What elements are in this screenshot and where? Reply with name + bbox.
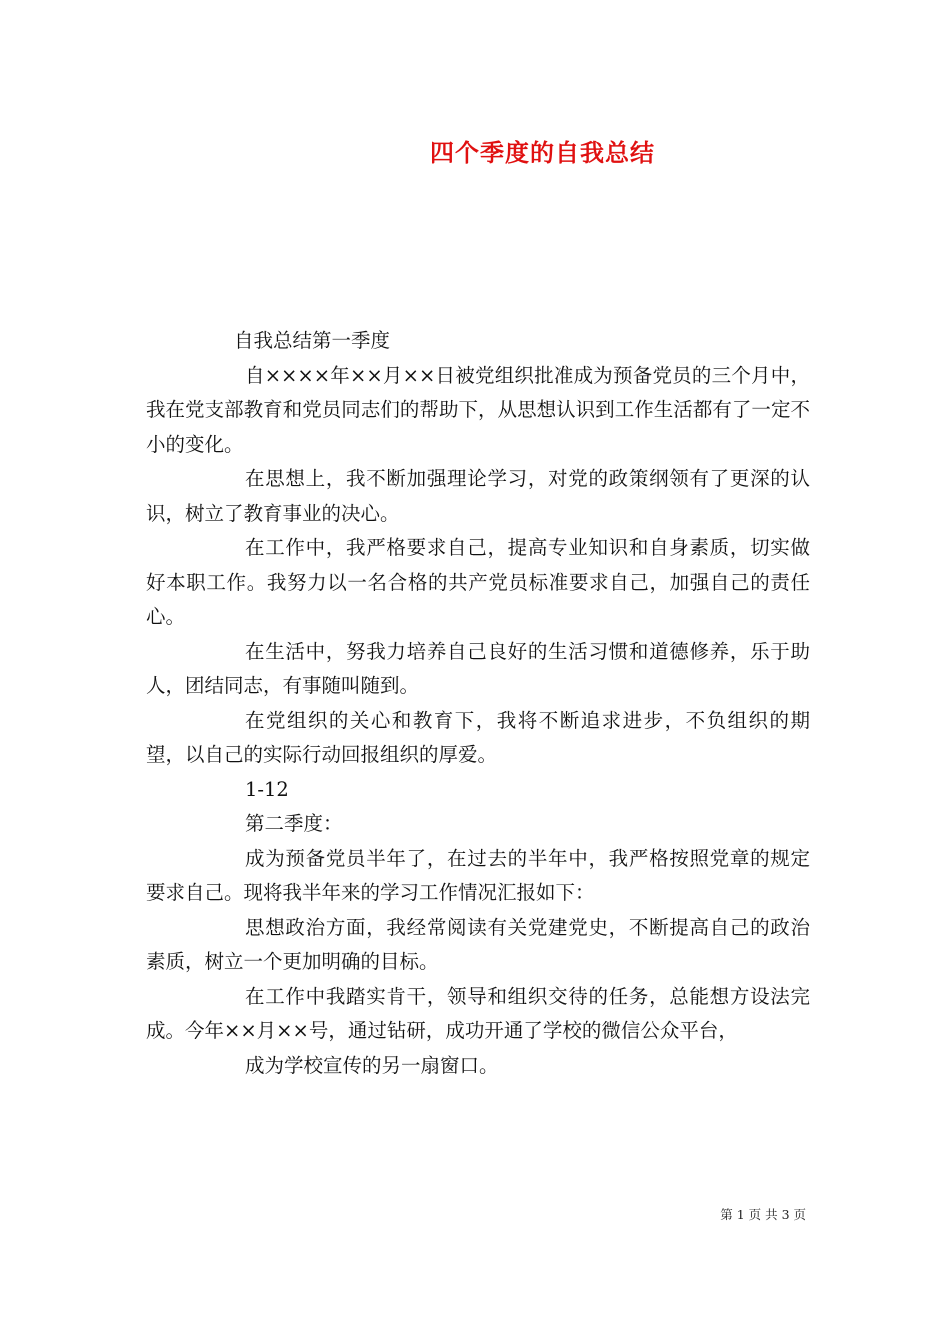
- paragraph: 在工作中，我严格要求自己，提高专业知识和自身素质，切实做好本职工作。我努力以一名合格的共产党员标准要求自己，加强自己的责任心。: [146, 536, 810, 628]
- paragraph: 在思想上，我不断加强理论学习，对党的政策纲领有了更深的认识，树立了教育事业的决心。: [146, 467, 810, 525]
- section-heading-q2: 第二季度：: [245, 812, 343, 835]
- document-title: 四个季度的自我总结: [430, 138, 655, 167]
- document-body: [146, 324, 810, 1083]
- paragraph: 在工作中我踏实肯干，领导和组织交待的任务，总能想方设法完成。今年××月××号，通过钻研，成功开通了学校的微信公众平台，: [146, 984, 810, 1042]
- paragraph: 在生活中，努我力培养自己良好的生活习惯和道德修养，乐于助人，团结同志，有事随叫随到。: [146, 639, 810, 697]
- date-note: 1-12: [245, 777, 289, 801]
- paragraph: 成为预备党员半年了，在过去的半年中，我严格按照党章的规定要求自己。现将我半年来的学习工作情况汇报如下：: [146, 846, 810, 904]
- paragraph: 在党组织的关心和教育下，我将不断追求进步，不负组织的期望，以自己的实际行动回报组织的厚爱。: [146, 708, 810, 766]
- paragraph: 成为学校宣传的另一扇窗口。: [245, 1053, 499, 1077]
- paragraph: 思想政治方面，我经常阅读有关党建党史，不断提高自己的政治素质，树立一个更加明确的目标。: [146, 915, 810, 973]
- paragraph: 自××××年××月××日被党组织批准成为预备党员的三个月中，我在党支部教育和党员同志们的帮助下，从思想认识到工作生活都有了一定不小的变化。: [146, 363, 810, 456]
- page-number: 第 1 页 共 3 页: [720, 1207, 806, 1222]
- section-heading-q1: 自我总结第一季度: [234, 329, 391, 352]
